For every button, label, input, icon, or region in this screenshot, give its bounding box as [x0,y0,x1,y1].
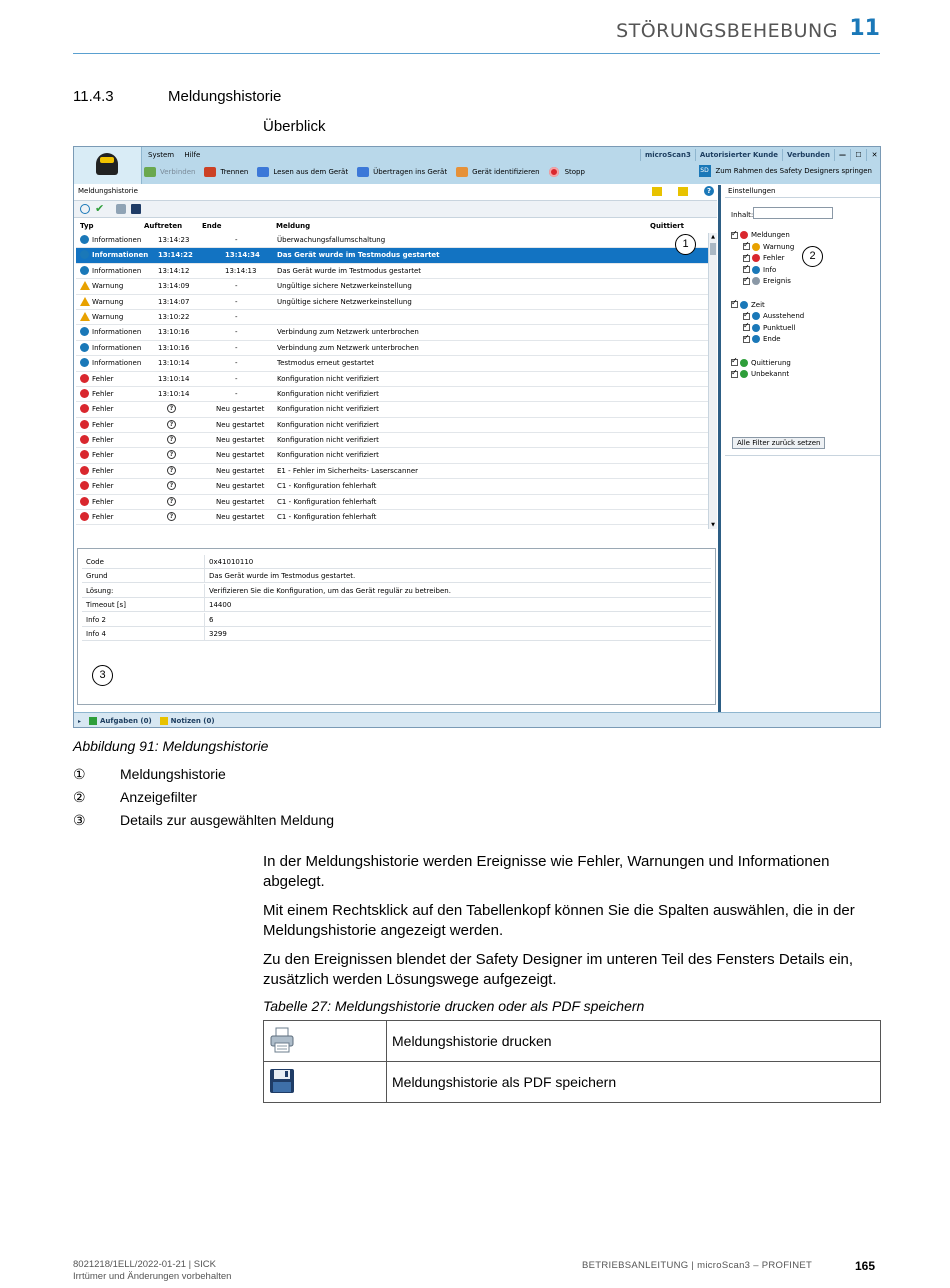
table-row[interactable] [76,372,708,387]
cell-typ: Fehler [92,420,114,429]
history-panel [74,185,721,712]
cell-typ: Warnung [92,312,124,321]
safety-designer-link[interactable] [699,165,873,177]
table-row [264,1062,881,1103]
detail-row [82,598,711,612]
cell-ende: - [235,389,238,398]
settings-panel [725,185,881,712]
point-clock-icon [752,324,760,332]
detail-value: 0x41010110 [204,555,253,568]
detail-key: Lösung: [86,586,114,595]
column-quittiert[interactable]: Quittiert [650,222,684,230]
error-icon [80,512,89,521]
unknown-time-icon: ? [167,420,176,429]
scroll-up-icon[interactable]: ▲ [711,234,715,240]
paragraph: Zu den Ereignissen blendet der Safety Designer im unteren Teil des Fensters Details ein, zusätzlich werden Lösungswege aufgezeigt. [263,951,854,988]
table-row[interactable] [76,387,708,402]
legend-number: ③ [73,812,86,828]
messages-icon [740,231,748,239]
meldungshistorie-screenshot [73,146,881,728]
minimize-button[interactable]: — [834,149,850,161]
paragraph: Mit einem Rechtsklick auf den Tabellenkopf können Sie die Spalten auswählen, die in der Meldungshistorie angezeigt werden. [263,902,855,939]
menu-bar [144,149,881,161]
cell-meldung: Das Gerät wurde im Testmodus gestartet [277,251,440,260]
table-row[interactable] [76,233,708,248]
table-row[interactable] [76,264,708,279]
inhalt-label: Inhalt: [731,211,754,219]
filter-label: Ende [763,335,781,343]
checkbox[interactable] [743,313,750,320]
panel-title: Meldungshistorie [78,187,138,195]
settings-title: Einstellungen [728,187,776,195]
checkbox[interactable] [743,336,750,343]
cell-typ: Warnung [92,282,124,291]
table-header[interactable] [76,222,708,232]
table-row[interactable] [76,464,708,479]
cell-meldung: Konfiguration nicht verifiziert [277,420,379,429]
filter-label: Punktuell [763,323,796,332]
cell-meldung: Testmodus erneut gestartet [277,359,374,368]
cell-auftreten: 13:10:22 [158,312,190,321]
cell-ende: - [235,282,238,291]
cell-typ: Informationen [92,236,142,244]
toolbar-button[interactable] [357,167,447,177]
cell-meldung: E1 - Fehler im Sicherheits- Laserscanner [277,466,419,475]
cell-typ: Informationen [92,328,142,337]
app-header [74,147,881,184]
end-clock-icon [752,335,760,343]
device-logo [74,147,142,184]
error-icon [80,450,89,459]
cell-ende: - [235,312,238,321]
filter-label: Ausstehend [763,312,805,320]
filter-label: Info [763,265,777,274]
cell-ende: - [235,359,238,368]
cell-ende: Neu gestartet [216,466,265,475]
toolbar-label: Übertragen ins Gerät [373,168,448,176]
legend-text: Anzeigefilter [120,789,198,805]
stop-button[interactable] [549,167,585,177]
cell-ende: 13:14:34 [225,251,260,260]
checkbox[interactable] [731,371,738,378]
checkbox[interactable] [743,243,750,250]
error-icon [80,466,89,475]
legend-number: ① [73,766,86,782]
filter-label: Warnung [763,242,795,251]
figure-caption: Abbildung 91: Meldungshistorie [73,738,269,754]
detail-value: Das Gerät wurde im Testmodus gestartet. [204,569,355,582]
cell-auftreten: 13:10:16 [158,343,190,352]
toolbar-icon [456,167,468,177]
cell-typ: Informationen [92,266,142,275]
table-scrollbar[interactable] [708,233,717,529]
scroll-thumb[interactable] [710,243,716,255]
table-row [264,1021,881,1062]
cell-auftreten: 13:14:07 [158,297,190,306]
cell-ende: - [235,374,238,383]
cell-meldung: Verbindung zum Netzwerk unterbrochen [277,343,419,352]
filter-label: Quittierung [751,358,791,367]
filter-quittierung[interactable] [731,359,791,367]
checkbox[interactable] [743,266,750,273]
filter-label: Zeit [751,300,765,309]
detail-row [82,584,711,598]
detail-value: 14400 [204,598,231,611]
error-icon [80,497,89,506]
cell-typ: Fehler [92,513,114,522]
cell-auftreten: 13:14:23 [158,236,190,244]
stop-icon [549,167,559,177]
cell-auftreten: 13:10:16 [158,328,190,337]
laser-scanner-icon [96,153,118,175]
paragraph: In der Meldungshistorie werden Ereignisse wie Fehler, Warnungen und Informationen abgelegt. [263,853,830,890]
cell-meldung: Konfiguration nicht verifiziert [277,451,379,460]
cell-meldung: Konfiguration nicht verifiziert [277,374,379,383]
error-icon [80,481,89,490]
cell-ende: Neu gestartet [216,451,265,460]
cell-ende: - [235,297,238,306]
actions-table [263,1020,881,1103]
legend-text: Meldungshistorie [120,766,226,782]
safety-designer-icon: SD [699,165,711,177]
detail-key: Grund [86,572,108,581]
filter-unbekannt[interactable] [731,370,789,378]
save-icon[interactable] [131,204,141,214]
history-toolbar [74,200,717,218]
legend-text: Details zur ausgewählten Meldung [120,812,335,828]
toolbar-label: Lesen aus dem Gerät [273,168,349,176]
cell-typ: Fehler [92,374,114,383]
cell-typ: Informationen [92,359,142,368]
status-connection: Verbunden [782,149,834,161]
warning-icon [80,297,90,306]
info-icon [80,266,89,275]
toolbar-button[interactable] [456,167,540,177]
printer-icon [268,1026,296,1054]
cell-auftreten: 13:14:12 [158,266,190,275]
chapter-number: 11 [849,16,880,41]
table-row[interactable] [76,325,708,340]
checkbox[interactable] [731,359,738,366]
toolbar-button[interactable] [204,167,248,177]
cell-typ: Fehler [92,405,114,414]
text-cell: Meldungshistorie drucken [387,1021,881,1062]
table-row[interactable] [76,356,708,371]
pending-clock-icon [752,312,760,320]
detail-value: 3299 [204,627,227,640]
unknown-time-icon: ? [167,435,176,444]
notes-tab[interactable] [160,717,215,725]
cell-meldung: Überwachungsfallumschaltung [277,236,386,244]
table-row[interactable] [76,402,708,417]
unknown-icon [740,370,748,378]
table-row[interactable] [76,310,708,325]
detail-value: 6 [204,613,213,626]
unknown-time-icon: ? [167,512,176,521]
close-button[interactable]: ✕ [866,149,881,161]
toolbar-icon [257,167,269,177]
section-title: Meldungshistorie [168,88,282,105]
cell-meldung: Konfiguration nicht verifiziert [277,405,379,414]
warning-icon [752,243,760,251]
info-icon [80,250,89,259]
table-row[interactable] [76,418,708,433]
filter-ausstehend[interactable] [743,312,804,320]
error-icon [80,374,89,383]
toolbar-button[interactable] [144,167,195,177]
toolbar-icon [204,167,216,177]
scroll-down-icon[interactable]: ▼ [711,522,715,528]
unknown-time-icon: ? [167,481,176,490]
status-user: Autorisierter Kunde [695,149,782,161]
cell-typ: Warnung [92,297,124,306]
cell-meldung: Konfiguration nicht verifiziert [277,436,379,445]
notes-label: Notizen (0) [170,717,215,725]
acknowledged-icon [740,359,748,367]
menu-hilfe[interactable]: Hilfe [184,151,201,159]
info-icon [80,343,89,352]
subsection-title: Überblick [263,118,326,135]
cell-typ: Fehler [92,436,114,445]
inhalt-input[interactable] [753,207,833,219]
cell-typ: Fehler [92,466,114,475]
cell-meldung: Ungültige sichere Netzwerkeinstellung [277,282,412,291]
error-icon [80,404,89,413]
help-icon[interactable]: ? [704,186,714,196]
table-row[interactable] [76,433,708,448]
table-caption: Tabelle 27: Meldungshistorie drucken oder als PDF speichern [263,998,645,1014]
cell-typ: Fehler [92,389,114,398]
error-icon [80,435,89,444]
toolbar-button[interactable] [257,167,348,177]
unknown-time-icon: ? [167,497,176,506]
filter-info[interactable] [743,266,776,274]
cell-meldung: C1 - Konfiguration fehlerhaft [277,497,377,506]
status-device: microScan3 [640,149,695,161]
text-cell: Meldungshistorie als PDF speichern [387,1062,881,1103]
toolbar-label: Gerät identifizieren [472,168,540,176]
cell-ende: 13:14:13 [225,266,257,275]
unknown-time-icon: ? [167,450,176,459]
cell-ende: - [235,328,238,337]
table-row[interactable] [76,479,708,494]
cell-typ: Informationen [92,251,149,260]
cell-meldung: C1 - Konfiguration fehlerhaft [277,482,377,491]
cell-typ: Fehler [92,497,114,506]
cell-ende: Neu gestartet [216,497,265,506]
info-icon [80,358,89,367]
filter-label: Fehler [763,254,785,262]
column-meldung[interactable]: Meldung [276,222,311,230]
filter-ende[interactable] [743,335,781,343]
cell-auftreten: 13:10:14 [158,374,190,383]
cell-ende: Neu gestartet [216,482,265,491]
warning-icon [80,281,90,290]
reset-filters-button[interactable]: Alle Filter zurück setzen [732,437,825,449]
tasks-label: Aufgaben (0) [100,717,152,725]
filter-zeit[interactable] [731,301,765,309]
expand-icon[interactable]: ▸ [78,717,82,725]
detail-row [82,627,711,641]
table-row[interactable] [76,495,708,510]
tasks-tab[interactable] [89,717,152,725]
cell-meldung: Ungültige sichere Netzwerkeinstellung [277,297,412,306]
section-number: 11.4.3 [73,88,114,105]
detail-row [82,555,711,569]
table-row[interactable] [76,279,708,294]
cell-ende: Neu gestartet [216,436,265,445]
unknown-time-icon: ? [167,404,176,413]
cell-meldung: Das Gerät wurde im Testmodus gestartet [277,266,422,275]
toolbar-label: Trennen [220,168,249,176]
event-icon [752,277,760,285]
cell-ende: Neu gestartet [216,405,265,414]
legend-number: ② [73,789,86,805]
page-header [73,14,880,54]
checkbox[interactable] [743,278,750,285]
doc-id: 8021218/1ELL/2022-01-21 | SICK [73,1259,216,1270]
error-icon [752,254,760,262]
warning-icon [80,312,90,321]
info-icon [752,266,760,274]
toolbar-icon [357,167,369,177]
message-table [76,233,708,529]
divider [725,455,881,456]
column-typ[interactable]: Typ [80,222,94,230]
note-icon [160,717,168,725]
flag-icon [89,717,97,725]
filter-ereignis[interactable] [743,277,791,285]
refresh-icon[interactable] [80,204,90,214]
filter-fehler[interactable] [743,254,785,262]
clock-icon [740,301,748,309]
cell-ende: - [235,343,238,352]
menu-system[interactable]: System [148,151,175,159]
detail-key: Info 2 [86,615,106,624]
callout-1: 1 [675,234,696,255]
bottom-bar [74,712,881,728]
checkbox[interactable] [731,301,738,308]
toolbar-icon [144,167,156,177]
print-icon[interactable] [116,204,126,214]
acknowledge-icon[interactable]: ✔ [95,202,105,215]
maximize-button[interactable]: ☐ [850,149,866,161]
cell-meldung: Konfiguration nicht verifiziert [277,389,379,398]
cell-typ: Fehler [92,482,114,491]
filter-label: Unbekannt [751,370,790,378]
manual-title: BETRIEBSANLEITUNG | microScan3 – PROFINET [582,1260,813,1271]
filter-label: Meldungen [751,231,790,239]
detail-value: Verifizieren Sie die Konfiguration, um das Gerät regulär zu betreiben. [204,584,451,597]
icon-cell [264,1021,387,1062]
table-row[interactable] [76,448,708,463]
cell-typ: Fehler [92,451,114,460]
note-add-icon[interactable] [678,187,688,196]
callout-2: 2 [802,246,823,267]
cell-ende: Neu gestartet [216,420,265,429]
cell-ende: Neu gestartet [216,513,265,522]
callout-3: 3 [92,665,113,686]
detail-key: Timeout [s] [86,601,126,610]
filter-punktuell[interactable] [743,324,795,332]
cell-typ: Informationen [92,343,142,352]
detail-row [82,569,711,583]
cell-auftreten: 13:10:14 [158,359,190,368]
divider [725,197,881,198]
error-icon [80,389,89,398]
filter-meldungen[interactable] [731,231,790,239]
detail-row [82,613,711,627]
error-icon [80,420,89,429]
detail-key: Code [86,558,104,566]
cell-meldung: Verbindung zum Netzwerk unterbrochen [277,328,419,337]
toolbar-label: Verbinden [160,168,196,176]
checkbox[interactable] [731,232,738,239]
table-row[interactable] [76,248,708,263]
filter-label: Ereignis [763,277,791,285]
page-number: 165 [855,1259,876,1273]
detail-key: Info 4 [86,630,106,638]
column-auftreten[interactable]: Auftreten [144,222,183,230]
note-icon[interactable] [652,187,662,196]
table-row[interactable] [76,510,708,525]
floppy-disk-icon [268,1067,296,1095]
safety-designer-link-label: Zum Rahmen des Safety Designers springen [715,167,872,175]
column-ende[interactable]: Ende [202,222,222,230]
cell-auftreten: 13:14:09 [158,282,190,291]
checkbox[interactable] [743,324,750,331]
filter-warnung[interactable] [743,243,794,251]
info-icon [80,235,89,244]
cell-auftreten: 13:10:14 [158,389,190,398]
disclaimer: Irrtümer und Änderungen vorbehalten [73,1271,232,1282]
unknown-time-icon: ? [167,466,176,475]
cell-auftreten: 13:14:22 [158,251,193,260]
table-row[interactable] [76,341,708,356]
chapter-title: STÖRUNGSBEHEBUNG [616,20,838,42]
details-panel [77,548,716,705]
cell-ende: - [235,236,238,244]
table-row[interactable] [76,295,708,310]
icon-cell [264,1062,387,1103]
cell-meldung: C1 - Konfiguration fehlerhaft [277,513,377,522]
info-icon [80,327,89,336]
stop-label: Stopp [564,168,585,176]
checkbox[interactable] [743,255,750,262]
footer-left [73,1259,231,1283]
status-area [640,149,881,161]
